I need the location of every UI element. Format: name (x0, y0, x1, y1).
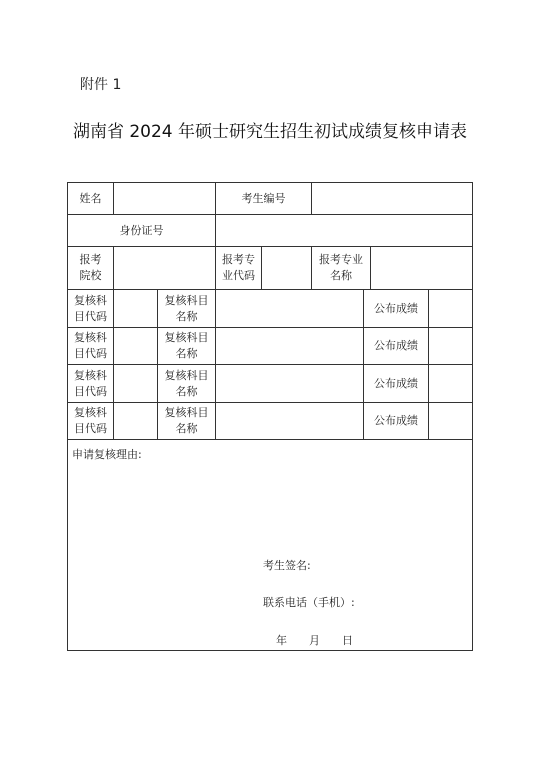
subject-code-label: 复核科 目代码 (74, 293, 107, 323)
major-name-label: 报考专业 名称 (319, 253, 363, 282)
major-code-field[interactable] (262, 247, 311, 289)
published-score-label: 公布成绩 (374, 376, 418, 390)
published-score-label: 公布成绩 (374, 301, 418, 315)
published-score-label: 公布成绩 (374, 414, 418, 427)
subject-name-label: 复核科目 名称 (164, 406, 209, 435)
col-divider (428, 289, 429, 439)
table-border-bottom (67, 650, 473, 651)
date-label: 年 月 日 (276, 634, 353, 647)
row-divider (67, 439, 473, 440)
name-label: 姓名 (79, 191, 102, 205)
name-value-field[interactable] (114, 183, 215, 214)
exam-number-field[interactable] (312, 183, 472, 214)
subject-name-label: 复核科目 名称 (164, 293, 209, 323)
col-divider (215, 289, 216, 439)
table-border-right (472, 182, 473, 651)
reason-label: 申请复核理由: (72, 448, 142, 461)
published-score-label: 公布成绩 (374, 339, 418, 352)
signature-label: 考生签名: (263, 559, 311, 572)
attachment-label: 附件 1 (80, 77, 122, 93)
exam-number-label: 考生编号 (241, 191, 286, 205)
subject-code-label: 复核科 目代码 (74, 331, 107, 360)
subject-code-label: 复核科 目代码 (74, 368, 107, 398)
id-number-label: 身份证号 (119, 223, 164, 237)
school-field[interactable] (114, 247, 215, 289)
subject-name-label: 复核科目 名称 (164, 331, 209, 360)
school-label: 报考 院校 (79, 253, 102, 282)
form-title: 湖南省 2024 年硕士研究生招生初试成绩复核申请表 (72, 122, 468, 142)
major-code-label: 报考专 业代码 (222, 253, 255, 282)
major-name-field[interactable] (371, 247, 472, 289)
phone-label: 联系电话（手机）: (263, 596, 355, 609)
id-number-field[interactable] (216, 215, 472, 246)
subject-code-label: 复核科 目代码 (74, 406, 107, 435)
col-divider (113, 289, 114, 439)
subject-name-label: 复核科目 名称 (164, 368, 209, 398)
